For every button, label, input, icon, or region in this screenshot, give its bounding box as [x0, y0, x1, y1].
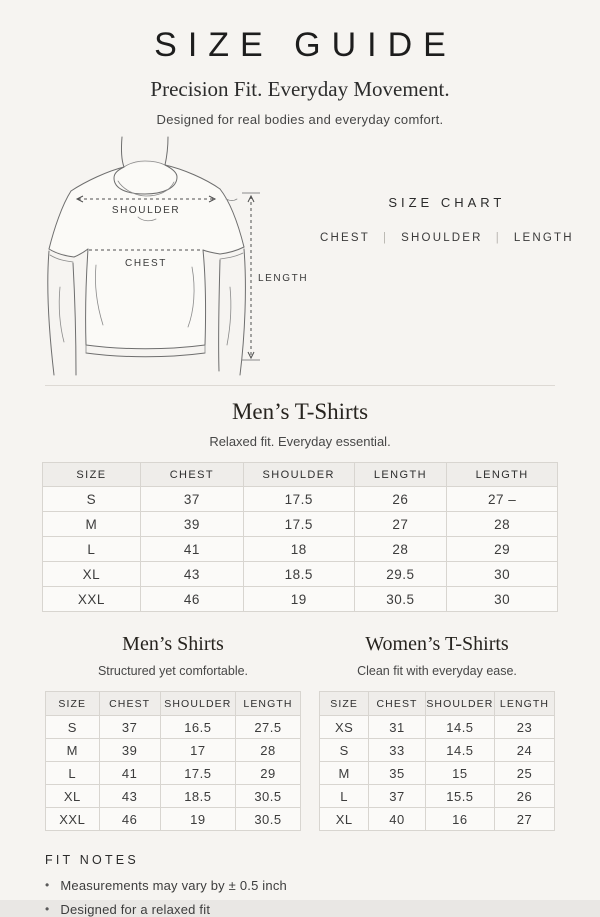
table-cell: XL — [46, 785, 100, 808]
table-cell: 31 — [369, 716, 425, 739]
table-cell: L — [320, 785, 369, 808]
table-header-row — [46, 692, 301, 716]
table-cell: 18.5 — [243, 562, 354, 587]
bottom-sections — [0, 633, 600, 831]
table-row — [43, 512, 558, 537]
table-cell: 19 — [160, 808, 235, 831]
table-cell: 40 — [369, 808, 425, 831]
table-cell: 27 — [354, 512, 447, 537]
size-chart-legend — [320, 137, 574, 371]
fit-notes-title: FIT NOTES — [45, 853, 139, 867]
table-cell: 37 — [369, 785, 425, 808]
table-cell: 43 — [140, 562, 243, 587]
mens-tshirts-size-table — [42, 462, 558, 612]
womens-tshirts-size-table — [319, 691, 555, 831]
column-header: SIZE — [320, 692, 369, 716]
table-cell: L — [43, 537, 141, 562]
column-header: LENGTH — [495, 692, 555, 716]
table-cell: XXL — [43, 587, 141, 612]
fit-notes-section — [0, 853, 600, 917]
table-cell: 41 — [99, 762, 160, 785]
table-cell: 28 — [447, 512, 558, 537]
womens-tshirts-section — [319, 633, 555, 831]
table-cell: 30 — [447, 562, 558, 587]
table-cell: 26 — [354, 487, 447, 512]
table-cell: 26 — [495, 785, 555, 808]
column-header: CHEST — [369, 692, 425, 716]
legend-chest: CHEST — [320, 232, 370, 244]
mens-shirts-title: Men’s Shirts — [122, 633, 224, 655]
table-cell: 27 – — [447, 487, 558, 512]
table-header-row — [43, 463, 558, 487]
table-cell: S — [43, 487, 141, 512]
table-row — [43, 537, 558, 562]
table-row — [46, 762, 301, 785]
table-cell: 15.5 — [425, 785, 494, 808]
table-cell: 33 — [369, 739, 425, 762]
column-header: CHEST — [99, 692, 160, 716]
mens-tshirts-subtitle: Relaxed fit. Everyday essential. — [209, 434, 391, 449]
shoulder-measure-label: SHOULDER — [111, 205, 181, 216]
table-cell: XL — [320, 808, 369, 831]
table-row — [46, 739, 301, 762]
table-cell: 14.5 — [425, 739, 494, 762]
column-header: LENGTH — [235, 692, 300, 716]
legend-shoulder: SHOULDER — [401, 232, 483, 244]
table-cell: 18 — [243, 537, 354, 562]
table-cell: S — [320, 739, 369, 762]
table-cell: 27.5 — [235, 716, 300, 739]
table-cell: M — [320, 762, 369, 785]
table-cell: 17.5 — [243, 487, 354, 512]
table-cell: L — [46, 762, 100, 785]
table-row — [43, 562, 558, 587]
table-row — [46, 716, 301, 739]
table-cell: 46 — [99, 808, 160, 831]
table-cell: 16 — [425, 808, 494, 831]
table-cell: M — [43, 512, 141, 537]
table-cell: 25 — [495, 762, 555, 785]
table-cell: 17 — [160, 739, 235, 762]
table-cell: 18.5 — [160, 785, 235, 808]
column-header: SHOULDER — [243, 463, 354, 487]
legend-length: LENGTH — [513, 232, 574, 244]
column-header: SIZE — [46, 692, 100, 716]
column-header: SIZE — [43, 463, 141, 487]
table-cell: 46 — [140, 587, 243, 612]
table-cell: 17.5 — [160, 762, 235, 785]
table-row — [320, 716, 555, 739]
table-cell: 30 — [447, 587, 558, 612]
table-cell: XL — [43, 562, 141, 587]
table-cell: 39 — [99, 739, 160, 762]
mens-shirts-subtitle: Structured yet comfortable. — [97, 664, 249, 678]
length-measure-label: LENGTH — [258, 273, 309, 284]
legend-separator: | — [382, 232, 389, 244]
table-cell: 29 — [235, 762, 300, 785]
table-cell: 35 — [369, 762, 425, 785]
page-subtitle: Precision Fit. Everyday Movement. — [150, 77, 450, 101]
table-cell: 29.5 — [354, 562, 447, 587]
table-row — [320, 808, 555, 831]
table-row — [46, 808, 301, 831]
size-chart-columns — [320, 232, 574, 244]
table-cell: 24 — [495, 739, 555, 762]
page-title: SIZE GUIDE — [154, 26, 457, 64]
womens-tshirts-title: Women’s T-Shirts — [365, 633, 509, 655]
table-cell: 28 — [354, 537, 447, 562]
table-header-row — [320, 692, 555, 716]
table-cell: 29 — [447, 537, 558, 562]
fit-note-item: • Designed for a relaxed fit — [45, 902, 555, 917]
womens-tshirts-subtitle: Clean fit with everyday ease. — [357, 664, 517, 678]
table-cell: 37 — [140, 487, 243, 512]
legend-separator: | — [495, 232, 501, 244]
table-cell: 30.5 — [354, 587, 447, 612]
table-cell: 27 — [495, 808, 555, 831]
page-tagline: Designed for real bodies and everyday comfort. — [156, 112, 444, 127]
section-divider — [45, 385, 555, 386]
table-cell: XXL — [46, 808, 100, 831]
table-cell: 19 — [243, 587, 354, 612]
table-cell: 41 — [140, 537, 243, 562]
size-chart-title: SIZE CHART — [388, 195, 506, 210]
table-cell: 15 — [425, 762, 494, 785]
table-row — [320, 739, 555, 762]
table-cell: S — [46, 716, 100, 739]
table-row — [320, 785, 555, 808]
mens-tshirts-title: Men’s T-Shirts — [231, 399, 369, 424]
table-cell: 16.5 — [160, 716, 235, 739]
mens-shirts-section — [45, 633, 301, 831]
table-cell: 43 — [99, 785, 160, 808]
page-header — [0, 0, 600, 127]
column-header: SHOULDER — [425, 692, 494, 716]
table-cell: 14.5 — [425, 716, 494, 739]
table-cell: XS — [320, 716, 369, 739]
column-header: SHOULDER — [160, 692, 235, 716]
table-cell: 23 — [495, 716, 555, 739]
tshirt-measurement-illustration — [38, 137, 320, 377]
table-row — [43, 487, 558, 512]
fit-notes-list — [45, 878, 555, 917]
fit-note-item: • Measurements may vary by ± 0.5 inch — [45, 878, 555, 893]
table-row — [43, 587, 558, 612]
mens-tshirts-header — [0, 399, 600, 449]
table-cell: 17.5 — [243, 512, 354, 537]
mens-shirts-size-table — [45, 691, 301, 831]
chest-measure-label: CHEST — [125, 258, 167, 269]
measurement-diagram-section — [0, 127, 600, 371]
table-cell: 28 — [235, 739, 300, 762]
table-row — [46, 785, 301, 808]
column-header: CHEST — [140, 463, 243, 487]
table-row — [320, 762, 555, 785]
column-header: LENGTH — [447, 463, 558, 487]
column-header: LENGTH — [354, 463, 447, 487]
table-cell: 37 — [99, 716, 160, 739]
table-cell: 39 — [140, 512, 243, 537]
table-cell: 30.5 — [235, 808, 300, 831]
table-cell: M — [46, 739, 100, 762]
table-cell: 30.5 — [235, 785, 300, 808]
